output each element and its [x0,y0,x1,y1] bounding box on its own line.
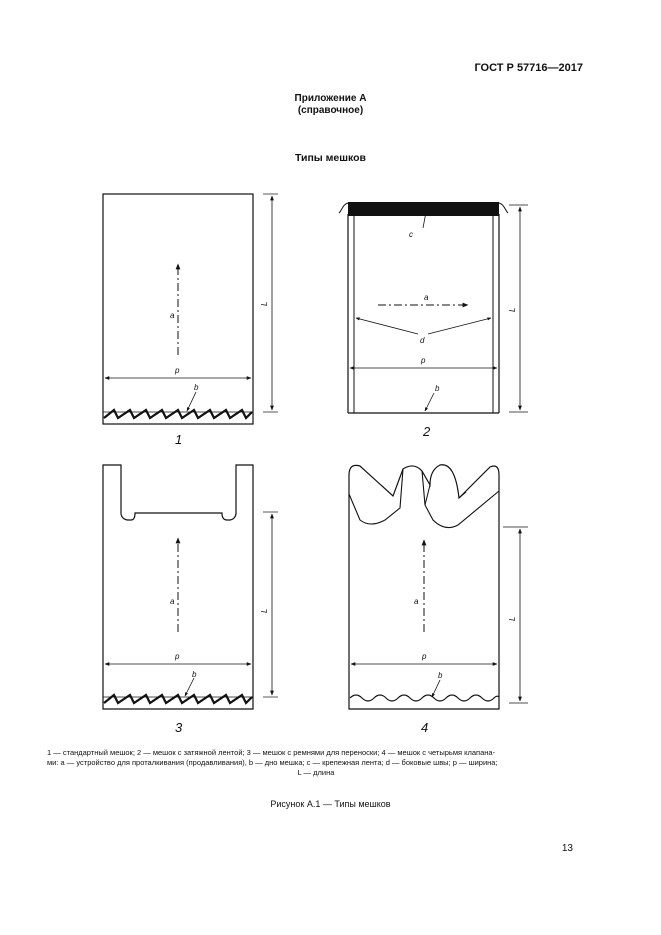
bag-4-leader-b [432,680,440,697]
bag-4-outline [349,465,499,709]
legend-line-1: 1 — стандартный мешок; 2 — мешок с затяжной лентой; 3 — мешок с ремнями для переноски; 4 — мешок с четырьмя клапана- [47,748,496,757]
bag-2-fastening-tape [348,202,499,216]
bag-2-label-L: L [508,307,517,312]
bag-1-bottom-seam [104,410,252,418]
bag-1-label-a: a [170,311,175,320]
bag-3-number: 3 [175,720,183,735]
bag-3-label-b: b [192,670,197,679]
section-heading: Типы мешков [294,152,367,164]
annex-subtitle: (справочное) [297,105,364,116]
bag-3-bottom-seam [104,695,252,703]
standard-number: ГОСТ Р 57716—2017 [474,62,583,74]
page-number: 13 [561,843,573,854]
bag-4-valve-1 [349,469,403,524]
bag-2-label-a: a [424,293,429,302]
bag-4-valve-2 [422,471,499,528]
legend-line-3: L — длина [297,768,335,777]
figure-caption: Рисунок А.1 — Типы мешков [270,799,391,809]
bag-2-leader-b [425,393,434,411]
bag-1-leader-b [187,392,196,411]
bag-1 [103,194,278,447]
bag-2-label-p: p [421,356,426,365]
bag-2-label-b: b [435,384,440,393]
bag-2-leader-d-left [356,318,418,334]
bag-4-label-b: b [438,671,443,680]
figure-legend [47,748,585,778]
bag-2-label-d: d [420,336,425,345]
bag-4-bottom-seam [350,695,499,701]
bag-4 [349,465,528,735]
bag-1-label-L: L [260,301,269,306]
bag-1-label-b: b [194,383,199,392]
bag-1-number: 1 [175,432,183,447]
bag-3 [103,465,278,735]
bag-4-label-L: L [508,616,517,621]
bag-2-number: 2 [423,424,431,439]
annex-label: Приложение А [294,93,367,104]
bag-1-label-p: p [175,366,180,375]
bag-4-number: 4 [421,720,429,735]
bag-2-leader-d-right [428,318,491,334]
bag-3-label-a: a [170,597,175,606]
bag-3-label-L: L [260,608,269,613]
bag-1-outline [103,194,253,424]
bag-3-leader-b [185,678,194,696]
bag-2 [339,202,528,439]
bag-2-label-c: c [409,230,413,239]
bag-3-label-p: p [175,652,180,661]
bag-4-label-a: a [414,597,419,606]
bag-4-label-p: p [422,652,427,661]
legend-line-2: ми: a — устройство для проталкивания (продавливания), b — дно мешка; c — крепежная лента; d — боковые швы; p — ширина; [47,758,498,767]
